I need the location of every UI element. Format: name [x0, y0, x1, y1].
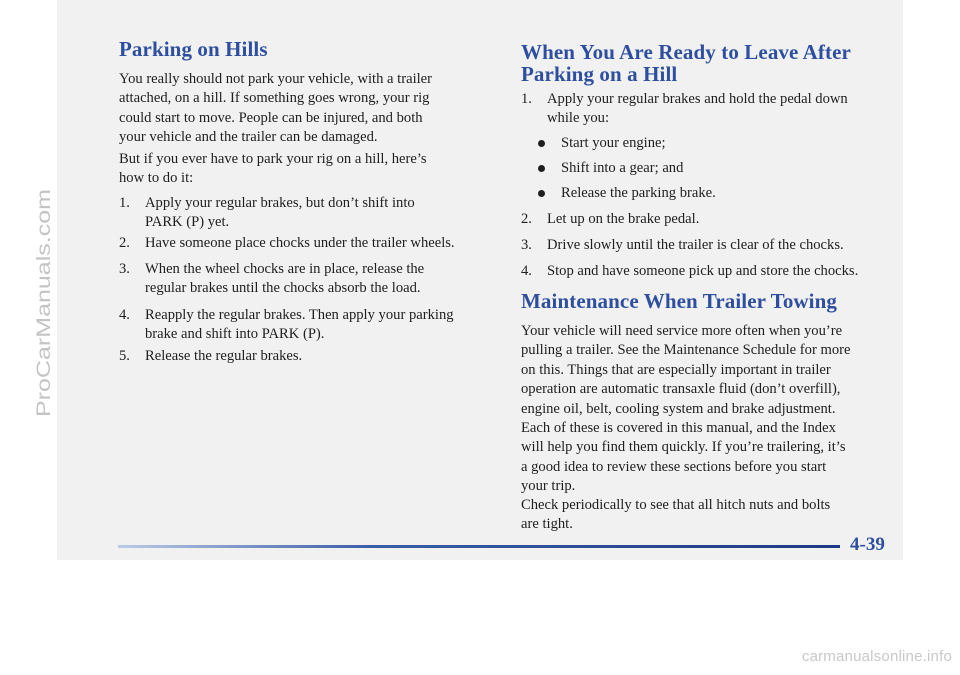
text-line: your vehicle and the trailer can be damaged.: [119, 129, 378, 146]
bullet-dot: [538, 140, 545, 147]
text-line: You really should not park your vehicle, with a trailer: [119, 71, 433, 87]
text-line: a good idea to review these sections before you start: [521, 458, 827, 475]
bullet-dot: [538, 165, 545, 172]
page-number: 4-39: [850, 534, 885, 555]
step-text: Reapply the regular brakes. Then apply your parking: [145, 307, 454, 323]
bullet-text: Release the parking brake.: [561, 185, 716, 201]
text-line: operation are automatic transaxle fluid (don’t overfill),: [521, 381, 841, 398]
text-line: engine oil, belt, cooling system and brake adjustment.: [521, 400, 836, 417]
step-text: regular brakes until the chocks absorb the load.: [145, 280, 421, 297]
side-watermark-text: ProCarManuals.com: [34, 243, 55, 417]
step-number: 3.: [119, 261, 130, 277]
text-line: pulling a trailer. See the Maintenance Schedule for more: [521, 342, 851, 359]
heading-maintenance-trailer-towing: Maintenance When Trailer Towing: [521, 289, 837, 313]
step-text: Apply your regular brakes and hold the pedal down: [547, 91, 848, 107]
bottom-watermark: [0, 648, 960, 665]
bullet-text: Shift into a gear; and: [561, 160, 684, 176]
heading-parking-on-hills: Parking on Hills: [119, 37, 268, 61]
step-text: Have someone place chocks under the trailer wheels.: [145, 235, 455, 251]
side-watermark: [20, 185, 60, 425]
step-text: PARK (P) yet.: [145, 214, 230, 231]
step-text: Apply your regular brakes, but don’t shift into: [145, 195, 415, 211]
bottom-watermark-text: carmanualsonline.info: [801, 648, 952, 665]
step-number: 4.: [521, 263, 532, 279]
step-text: Drive slowly until the trailer is clear of the chocks.: [547, 237, 844, 253]
text-line: But if you ever have to park your rig on a hill, here’s: [119, 151, 427, 167]
text-line: are tight.: [521, 516, 573, 533]
text-line: attached, on a hill. If something goes wrong, your rig: [119, 90, 430, 107]
step-text: Release the regular brakes.: [145, 348, 303, 364]
text-line: will help you find them quickly. If you’re trailering, it’s: [521, 439, 846, 456]
text-line: could start to move. People can be injured, and both: [119, 109, 423, 126]
text-line: your trip.: [521, 478, 576, 495]
step-text: When the wheel chocks are in place, release the: [145, 261, 425, 277]
step-text: Let up on the brake pedal.: [547, 211, 700, 227]
step-number: 1.: [521, 91, 532, 107]
text-line: on this. Things that are especially important in trailer: [521, 361, 831, 378]
intro2-paragraph: [119, 150, 427, 189]
maintenance-paragraph: [521, 322, 850, 497]
text-line: how to do it:: [119, 170, 194, 187]
step-text: while you:: [547, 110, 610, 127]
footer-rule: [118, 545, 840, 548]
intro-paragraph: [119, 70, 432, 148]
step-number: 2.: [119, 235, 130, 251]
text-line: Your vehicle will need service more often when you’re: [521, 323, 843, 339]
bullet-dot: [538, 190, 545, 197]
step-number: 1.: [119, 195, 130, 211]
step-text: brake and shift into PARK (P).: [145, 326, 325, 343]
check-paragraph: [521, 496, 830, 535]
step-number: 2.: [521, 211, 532, 227]
text-line: Each of these is covered in this manual, and the Index: [521, 420, 836, 437]
step-number: 5.: [119, 348, 130, 364]
step-text: Stop and have someone pick up and store the chocks.: [547, 263, 859, 279]
step-number: 4.: [119, 307, 130, 323]
heading-ready-to-leave-line1: When You Are Ready to Leave After: [521, 40, 851, 64]
step-number: 3.: [521, 237, 532, 253]
heading-ready-to-leave-line2: Parking on a Hill: [521, 62, 678, 86]
bullet-text: Start your engine;: [561, 135, 666, 151]
text-line: Check periodically to see that all hitch nuts and bolts: [521, 497, 831, 513]
